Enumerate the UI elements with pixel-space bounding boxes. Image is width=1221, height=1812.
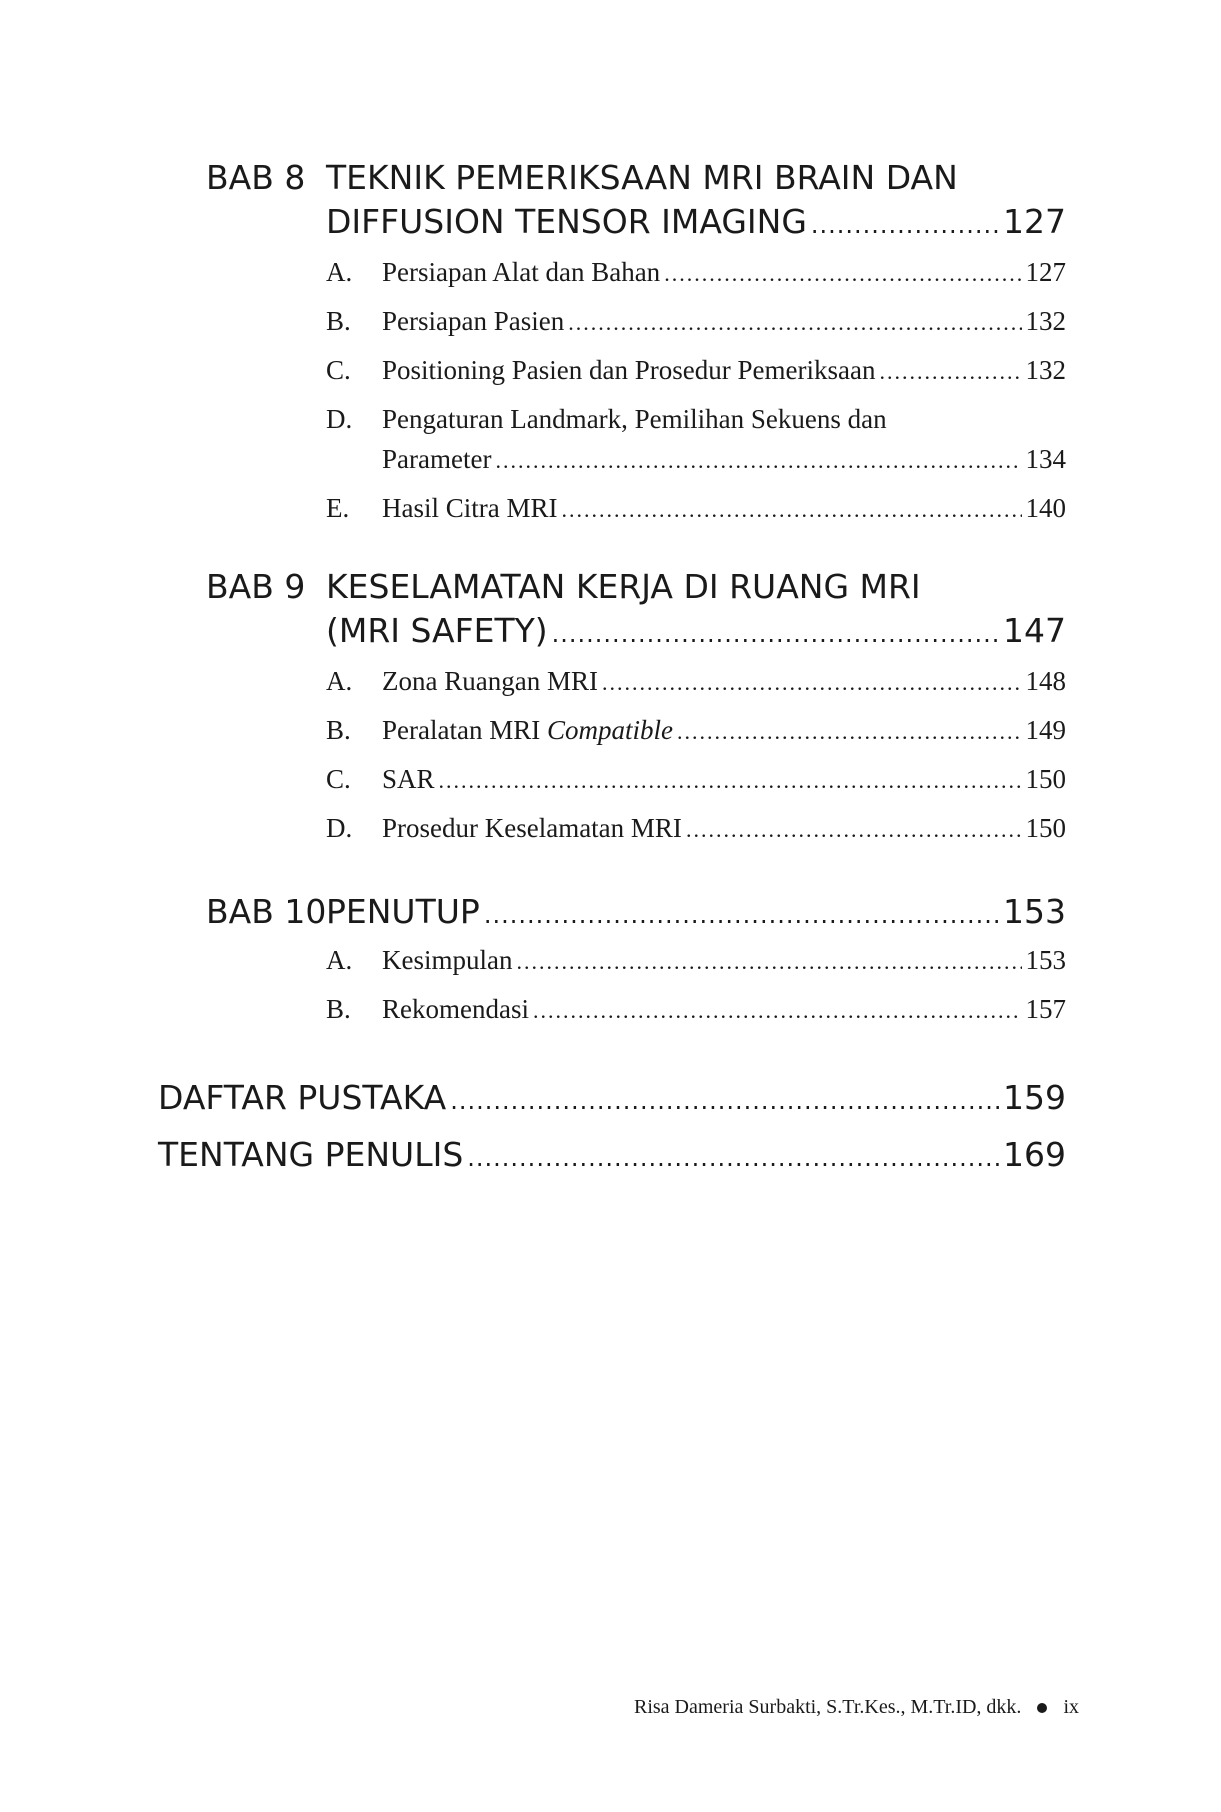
footer-author: Risa Dameria Surbakti, S.Tr.Kes., M.Tr.ID, dkk. bbox=[634, 1696, 1022, 1718]
section-title-line1: Pengaturan Landmark, Pemilihan Sekuens dan bbox=[382, 404, 887, 434]
back-matter-page: 169 bbox=[1003, 1135, 1066, 1174]
chapter-bab-8 bbox=[206, 156, 1066, 523]
section-letter: E. bbox=[326, 493, 350, 523]
toc-entry bbox=[326, 710, 1066, 752]
dot-leader bbox=[677, 710, 1022, 752]
dot-leader bbox=[879, 350, 1021, 392]
section-letter: A. bbox=[326, 945, 353, 975]
section-list bbox=[326, 940, 1066, 1031]
chapter-bab-10 bbox=[206, 890, 1066, 1040]
toc-entry bbox=[326, 940, 1066, 982]
chapter-title-line2-text: (MRI SAFETY) bbox=[326, 611, 548, 650]
footer-page-number: ix bbox=[1063, 1696, 1079, 1718]
section-page-number: 127 bbox=[1025, 257, 1066, 287]
section-title-text: Peralatan MRI bbox=[382, 715, 547, 745]
chapter-title-line1: TEKNIK PEMERIKSAAN MRI BRAIN DAN bbox=[326, 158, 958, 197]
section-title: Prosedur Keselamatan MRI bbox=[382, 813, 682, 843]
chapter-page-number: 147 bbox=[1003, 611, 1066, 650]
chapter-title bbox=[326, 890, 1066, 937]
section-letter: C. bbox=[326, 764, 351, 794]
dot-leader bbox=[439, 759, 1022, 801]
toc-entry bbox=[326, 350, 1066, 392]
section-letter: B. bbox=[326, 306, 351, 336]
toc-entry bbox=[326, 759, 1066, 801]
chapter-label: BAB 9 bbox=[206, 567, 306, 606]
section-title: Rekomendasi bbox=[382, 994, 529, 1024]
dot-leader bbox=[516, 940, 1021, 982]
section-page-number: 150 bbox=[1025, 813, 1066, 843]
section-letter: C. bbox=[326, 355, 351, 385]
dot-leader bbox=[467, 1130, 999, 1183]
back-matter-page: 159 bbox=[1003, 1078, 1066, 1117]
chapter-title bbox=[326, 156, 1066, 247]
section-title: Hasil Citra MRI bbox=[382, 493, 558, 523]
section-title bbox=[382, 710, 673, 750]
toc-entry bbox=[326, 301, 1066, 343]
section-letter: D. bbox=[326, 404, 353, 434]
chapter-label: BAB 10 bbox=[206, 892, 327, 931]
dot-leader bbox=[811, 200, 999, 247]
dot-leader bbox=[562, 488, 1022, 530]
section-letter: A. bbox=[326, 666, 353, 696]
chapter-title-line2-text: DIFFUSION TENSOR IMAGING bbox=[326, 202, 807, 241]
back-matter bbox=[158, 1073, 1066, 1183]
section-title: Positioning Pasien dan Prosedur Pemeriksaan bbox=[382, 355, 876, 385]
section-list bbox=[326, 661, 1066, 850]
dot-leader bbox=[664, 252, 1021, 294]
dot-leader bbox=[686, 808, 1022, 850]
section-page-number: 140 bbox=[1025, 493, 1066, 523]
bullet-icon bbox=[1037, 1703, 1047, 1713]
chapter-title bbox=[326, 565, 1066, 656]
section-title: Persiapan Pasien bbox=[382, 306, 565, 336]
toc-entry bbox=[326, 488, 1066, 530]
chapter-page-number: 153 bbox=[1003, 892, 1066, 931]
section-title: Kesimpulan bbox=[382, 945, 513, 975]
section-letter: B. bbox=[326, 994, 351, 1024]
toc-entry bbox=[326, 989, 1066, 1031]
section-title-italic: Compatible bbox=[546, 715, 673, 745]
section-title: SAR bbox=[382, 764, 435, 794]
section-page-number: 132 bbox=[1025, 306, 1066, 336]
dot-leader bbox=[495, 439, 1021, 481]
toc-entry bbox=[326, 661, 1066, 703]
section-page-number: 149 bbox=[1025, 715, 1066, 745]
section-list bbox=[326, 252, 1066, 530]
page-footer bbox=[634, 1696, 1079, 1719]
chapter-label: BAB 8 bbox=[206, 158, 306, 197]
dot-leader bbox=[484, 890, 999, 937]
chapter-title-line2 bbox=[326, 609, 1066, 656]
section-page-number: 132 bbox=[1025, 355, 1066, 385]
chapter-title-line2 bbox=[326, 200, 1066, 247]
chapter-title-line bbox=[326, 890, 1066, 937]
section-letter: D. bbox=[326, 813, 353, 843]
dot-leader bbox=[533, 989, 1022, 1031]
toc-entry-tentang-penulis bbox=[158, 1130, 1066, 1183]
chapter-bab-9 bbox=[206, 565, 1066, 845]
section-page-number: 134 bbox=[1025, 444, 1066, 474]
section-page-number: 150 bbox=[1025, 764, 1066, 794]
section-letter: A. bbox=[326, 257, 353, 287]
section-letter: B. bbox=[326, 715, 351, 745]
toc-entry-daftar-pustaka bbox=[158, 1073, 1066, 1126]
section-title: Zona Ruangan MRI bbox=[382, 666, 598, 696]
toc-entry bbox=[326, 399, 1066, 481]
chapter-title-text: PENUTUP bbox=[326, 892, 480, 931]
section-page-number: 153 bbox=[1025, 945, 1066, 975]
back-matter-title: TENTANG PENULIS bbox=[158, 1135, 464, 1174]
section-page-number: 157 bbox=[1025, 994, 1066, 1024]
dot-leader bbox=[602, 661, 1022, 703]
back-matter-title: DAFTAR PUSTAKA bbox=[158, 1078, 447, 1117]
dot-leader bbox=[568, 301, 1021, 343]
chapter-page-number: 127 bbox=[1003, 202, 1066, 241]
section-title: Persiapan Alat dan Bahan bbox=[382, 257, 661, 287]
toc-entry bbox=[326, 808, 1066, 850]
section-title-line2: Parameter bbox=[382, 444, 492, 474]
toc-entry bbox=[326, 252, 1066, 294]
dot-leader bbox=[552, 609, 999, 656]
chapter-title-line1: KESELAMATAN KERJA DI RUANG MRI bbox=[326, 567, 921, 606]
dot-leader bbox=[450, 1073, 999, 1126]
section-page-number: 148 bbox=[1025, 666, 1066, 696]
